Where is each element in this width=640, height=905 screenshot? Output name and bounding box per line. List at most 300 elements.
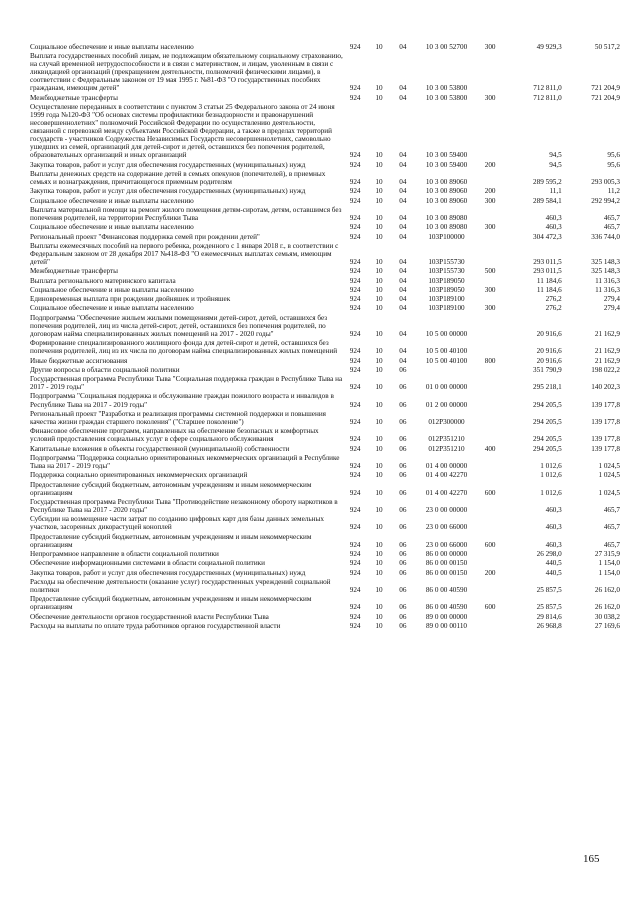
expense-type-code: 500	[484, 267, 496, 276]
section-code: 10	[375, 276, 383, 285]
subsection-code: 06	[399, 603, 407, 612]
amount-year-2: 293 005,3	[591, 178, 620, 187]
target-article-code: 10 3 00 89080	[425, 223, 468, 232]
amount-year-2: 1 024,5	[598, 488, 620, 497]
row-description: Региональный проект "Разработка и реализация программы системной поддержки и повышения качества жизни граждан старшего поколения" ("Старшее поколение")	[30, 409, 326, 426]
ministry-code: 924	[349, 232, 361, 241]
table-row	[30, 392, 620, 409]
table-row	[30, 549, 620, 558]
expense-type-code	[479, 559, 502, 568]
page-number: 165	[583, 853, 600, 865]
subsection-code: 06	[399, 559, 407, 568]
expense-type-code: 200	[484, 160, 496, 169]
ministry-code: 924	[349, 383, 361, 392]
target-article-code: 10 5 00 00000	[425, 329, 468, 338]
expense-type-code	[479, 612, 502, 621]
subsection-code: 06	[399, 435, 407, 444]
section-code: 10	[375, 329, 383, 338]
amount-year-2: 21 162,9	[594, 329, 620, 338]
amount-year-1: 49 929,3	[536, 42, 562, 51]
expense-type-code: 300	[484, 223, 496, 232]
section-code: 10	[375, 160, 383, 169]
amount-year-2: 465,7	[603, 223, 620, 232]
amount-year-2: 11 316,3	[595, 276, 620, 285]
subsection-code: 06	[399, 568, 407, 577]
subsection-code: 04	[399, 196, 407, 205]
amount-year-1: 11 184,6	[536, 276, 562, 285]
section-code: 10	[375, 417, 383, 426]
ministry-code: 924	[349, 258, 361, 266]
expense-type-code	[479, 102, 502, 160]
section-code: 10	[375, 356, 383, 365]
expense-type-code: 300	[484, 196, 496, 205]
subsection-code: 06	[399, 383, 407, 392]
amount-year-2: 139 177,8	[591, 417, 620, 426]
row-description: Формирование специализированного жилищного фонда для детей-сирот и детей, оставшихся без попечения родителей, лиц из их числа по договорам найма специализированных жилых помещений	[30, 339, 338, 356]
expense-type-code	[479, 453, 502, 470]
amount-year-2: 336 744,0	[591, 232, 620, 241]
row-description: Обеспечение информационными системами в области социальной политики	[30, 559, 266, 568]
amount-year-1: 289 584,1	[533, 196, 562, 205]
row-description: Единовременная выплата при рождении двойняшек и тройняшек	[30, 295, 231, 304]
amount-year-2: 721 204,9	[591, 84, 620, 93]
expense-type-code: 200	[484, 568, 496, 577]
ministry-code: 924	[349, 444, 361, 453]
amount-year-1: 26 968,8	[536, 621, 562, 630]
amount-year-2: 1 154,0	[598, 568, 620, 577]
target-article-code: 012P351210	[428, 444, 465, 453]
ministry-code: 924	[349, 568, 361, 577]
target-article-code: 10 3 00 59400	[425, 151, 468, 160]
amount-year-1: 294 205,5	[533, 444, 562, 453]
section-code: 10	[375, 347, 383, 356]
amount-year-2: 198 022,2	[591, 365, 620, 374]
table-row	[30, 480, 620, 497]
ministry-code: 924	[349, 603, 361, 612]
expense-type-code	[479, 295, 502, 304]
target-article-code: 01 4 00 00000	[425, 461, 468, 470]
row-description: Выплаты ежемесячных пособий на первого ребенка, рожденного с 1 января 2018 г., в соответствии с Федеральным законом от 28 декабря 2017 №418-ФЗ "О ежемесячных выплатах семьям, имеющим детей"	[30, 241, 339, 266]
expense-type-code	[479, 621, 502, 630]
ministry-code: 924	[349, 523, 361, 532]
target-article-code: 01 4 00 42270	[425, 488, 468, 497]
row-description: Подпрограмма "Социальная поддержка и обслуживание граждан пожилого возраста и инвалидов в Республике Тыва на 2017 - 2019 годы"	[30, 392, 334, 409]
table-row	[30, 187, 620, 196]
expense-type-code	[479, 276, 502, 285]
ministry-code: 924	[349, 93, 361, 102]
section-code: 10	[375, 559, 383, 568]
section-code: 10	[375, 285, 383, 294]
section-code: 10	[375, 295, 383, 304]
ministry-code: 924	[349, 471, 361, 480]
section-code: 10	[375, 461, 383, 470]
target-article-code: 01 4 00 42270	[425, 471, 468, 480]
amount-year-1: 294 205,5	[533, 435, 562, 444]
ministry-code: 924	[349, 461, 361, 470]
amount-year-1: 11 184,6	[536, 285, 562, 294]
table-row	[30, 205, 620, 222]
amount-year-1: 25 857,5	[536, 603, 562, 612]
ministry-code: 924	[349, 347, 361, 356]
ministry-code: 924	[349, 213, 361, 222]
subsection-code: 04	[399, 213, 407, 222]
target-article-code: 10 3 00 59400	[425, 160, 468, 169]
ministry-code: 924	[349, 488, 361, 497]
amount-year-1: 94,5	[549, 151, 562, 160]
section-code: 10	[375, 540, 383, 549]
section-code: 10	[375, 93, 383, 102]
ministry-code: 924	[349, 187, 361, 196]
section-code: 10	[375, 178, 383, 187]
row-description: Государственная программа Республики Тыва "Социальная поддержка граждан в Республике Тыва на 2017 - 2019 годы"	[30, 375, 343, 392]
expense-type-code: 600	[484, 540, 496, 549]
ministry-code: 924	[349, 356, 361, 365]
table-row	[30, 471, 620, 480]
table-row	[30, 51, 620, 93]
table-row	[30, 532, 620, 549]
row-description: Социальное обеспечение и иные выплаты населению	[30, 196, 194, 205]
target-article-code: 10 3 00 53800	[425, 93, 468, 102]
amount-year-1: 440,5	[545, 559, 562, 568]
ministry-code: 924	[349, 276, 361, 285]
amount-year-2: 139 177,8	[591, 444, 620, 453]
table-row	[30, 102, 620, 160]
expense-type-code	[479, 205, 502, 222]
amount-year-2: 30 038,2	[594, 612, 620, 621]
subsection-code: 06	[399, 612, 407, 621]
amount-year-2: 11,2	[607, 187, 620, 196]
row-description: Иные бюджетные ассигнования	[30, 356, 128, 365]
subsection-code: 04	[399, 347, 407, 356]
expense-type-code: 300	[484, 42, 496, 51]
amount-year-1: 1 012,6	[540, 471, 562, 480]
amount-year-1: 294 205,5	[533, 417, 562, 426]
expense-type-code	[479, 409, 502, 426]
target-article-code: 86 0 00 00000	[425, 550, 468, 559]
section-code: 10	[375, 471, 383, 480]
table-row	[30, 276, 620, 285]
expense-type-code	[479, 241, 502, 266]
ministry-code: 924	[349, 435, 361, 444]
amount-year-2: 95,6	[607, 160, 620, 169]
row-description: Субсидии на возмещение части затрат по созданию цифровых карт для базы данных земельных участков, засоренных дикорастущей коноплей	[30, 515, 324, 532]
expense-type-code: 300	[484, 304, 496, 313]
expense-type-code	[479, 375, 502, 392]
expense-type-code	[479, 471, 502, 480]
budget-table	[30, 42, 620, 631]
amount-year-1: 294 205,5	[533, 400, 562, 409]
section-code: 10	[375, 84, 383, 93]
amount-year-2: 95,6	[607, 151, 620, 160]
table-row	[30, 568, 620, 577]
section-code: 10	[375, 267, 383, 276]
table-row	[30, 497, 620, 514]
amount-year-2: 21 162,9	[594, 356, 620, 365]
section-code: 10	[375, 258, 383, 266]
amount-year-1: 25 857,5	[536, 585, 562, 594]
amount-year-1: 20 916,6	[536, 347, 562, 356]
section-code: 10	[375, 550, 383, 559]
budget-table-body	[30, 42, 620, 631]
subsection-code: 04	[399, 232, 407, 241]
target-article-code: 01 2 00 00000	[425, 400, 468, 409]
table-row	[30, 365, 620, 374]
expense-type-code	[479, 169, 502, 186]
ministry-code: 924	[349, 84, 361, 93]
section-code: 10	[375, 488, 383, 497]
amount-year-2: 139 177,8	[591, 435, 620, 444]
ministry-code: 924	[349, 417, 361, 426]
table-row	[30, 453, 620, 470]
ministry-code: 924	[349, 559, 361, 568]
expense-type-code: 600	[484, 488, 496, 497]
amount-year-2: 139 177,8	[591, 400, 620, 409]
ministry-code: 924	[349, 42, 361, 51]
expense-type-code: 600	[484, 603, 496, 612]
ministry-code: 924	[349, 223, 361, 232]
section-code: 10	[375, 365, 383, 374]
amount-year-1: 20 916,6	[536, 356, 562, 365]
amount-year-1: 1 012,6	[540, 488, 562, 497]
subsection-code: 04	[399, 187, 407, 196]
row-description: Социальное обеспечение и иные выплаты населению	[30, 42, 194, 51]
amount-year-1: 26 298,0	[536, 550, 562, 559]
amount-year-1: 20 916,6	[536, 329, 562, 338]
table-row	[30, 595, 620, 612]
row-description: Социальное обеспечение и иные выплаты населению	[30, 304, 194, 313]
amount-year-2: 465,7	[603, 213, 620, 222]
target-article-code: 103P189050	[428, 285, 465, 294]
amount-year-1: 304 472,3	[533, 232, 562, 241]
amount-year-2: 27 315,9	[594, 550, 620, 559]
row-description: Другие вопросы в области социальной политики	[30, 365, 180, 374]
amount-year-2: 325 148,3	[591, 258, 620, 266]
table-row	[30, 160, 620, 169]
subsection-code: 04	[399, 285, 407, 294]
subsection-code: 04	[399, 223, 407, 232]
amount-year-2: 292 994,2	[591, 196, 620, 205]
row-description: Выплаты денежных средств на содержание детей в семьях опекунов (попечителей), в приемных семьях и вознаграждения, причитающегося приемным родителям	[30, 169, 326, 187]
table-row	[30, 232, 620, 241]
ministry-code: 924	[349, 585, 361, 594]
amount-year-1: 460,3	[545, 223, 562, 232]
amount-year-1: 94,5	[549, 160, 562, 169]
expense-type-code	[479, 549, 502, 558]
subsection-code: 04	[399, 160, 407, 169]
amount-year-1: 289 595,2	[533, 178, 562, 187]
amount-year-1: 29 814,6	[536, 612, 562, 621]
table-row	[30, 241, 620, 266]
expense-type-code	[479, 232, 502, 241]
amount-year-1: 293 011,5	[533, 258, 562, 266]
table-row	[30, 621, 620, 630]
subsection-code: 04	[399, 356, 407, 365]
subsection-code: 06	[399, 471, 407, 480]
subsection-code: 04	[399, 267, 407, 276]
subsection-code: 04	[399, 276, 407, 285]
target-article-code	[414, 365, 478, 374]
target-article-code: 103P189100	[428, 295, 465, 304]
amount-year-1: 1 012,6	[540, 461, 562, 470]
section-code: 10	[375, 151, 383, 160]
section-code: 10	[375, 523, 383, 532]
expense-type-code	[479, 339, 502, 356]
target-article-code: 103P100000	[428, 232, 465, 241]
row-description: Государственная программа Республики Тыва "Противодействие незаконному обороту наркотиков в Республике Тыва на 2017 - 2020 годы"	[30, 497, 338, 514]
row-description: Предоставление субсидий бюджетным, автономным учреждениям и иным некоммерческим организациям	[30, 595, 312, 612]
row-description: Социальное обеспечение и иные выплаты населению	[30, 285, 194, 294]
row-description: Расходы на выплаты по оплате труда работников органов государственной власти	[30, 621, 281, 630]
section-code: 10	[375, 603, 383, 612]
row-description: Закупка товаров, работ и услуг для обеспечения государственных (муниципальных) нужд	[30, 187, 306, 196]
table-row	[30, 409, 620, 426]
target-article-code: 10 3 00 52700	[425, 42, 468, 51]
target-article-code: 103P189100	[428, 304, 465, 313]
row-description: Капитальные вложения в объекты государственной (муниципальной) собственности	[30, 444, 290, 453]
ministry-code: 924	[349, 621, 361, 630]
table-row	[30, 427, 620, 444]
target-article-code: 86 0 00 40590	[425, 603, 468, 612]
row-description: Финансовое обеспечение программ, направленных на обеспечение безопасных и комфортных условий предоставления социальных услуг в сфере социального обслуживания	[30, 427, 319, 444]
amount-year-1: 295 218,1	[533, 383, 562, 392]
amount-year-2: 50 517,2	[594, 42, 620, 51]
amount-year-1: 712 811,0	[533, 84, 562, 93]
amount-year-2: 1 024,5	[598, 471, 620, 480]
section-code: 10	[375, 435, 383, 444]
table-row	[30, 196, 620, 205]
target-article-code: 012P351210	[428, 435, 465, 444]
ministry-code: 924	[349, 196, 361, 205]
amount-year-2: 26 162,0	[594, 585, 620, 594]
amount-year-2: 11 316,3	[595, 285, 620, 294]
target-article-code: 103P155730	[428, 267, 465, 276]
ministry-code: 924	[349, 267, 361, 276]
section-code: 10	[375, 568, 383, 577]
target-article-code: 012P300000	[428, 417, 465, 426]
subsection-code: 06	[399, 365, 407, 374]
section-code: 10	[375, 621, 383, 630]
ministry-code: 924	[349, 329, 361, 338]
subsection-code: 04	[399, 42, 407, 51]
row-description: Выплата регионального материнского капитала	[30, 276, 176, 285]
amount-year-1: 460,3	[545, 540, 562, 549]
expense-type-code: 300	[484, 285, 496, 294]
ministry-code: 924	[349, 612, 361, 621]
section-code: 10	[375, 187, 383, 196]
subsection-code: 06	[399, 621, 407, 630]
row-description: Межбюджетные трансферты	[30, 267, 118, 276]
section-code: 10	[375, 585, 383, 594]
target-article-code: 10 5 00 40100	[425, 347, 468, 356]
amount-year-2: 140 202,3	[591, 383, 620, 392]
row-description: Поддержка социально ориентированных некоммерческих организаций	[30, 471, 248, 480]
expense-type-code	[479, 365, 502, 374]
expense-type-code	[479, 577, 502, 594]
amount-year-2: 279,4	[603, 304, 620, 313]
target-article-code: 103P155730	[428, 258, 465, 266]
row-description: Расходы на обеспечение деятельности (оказание услуг) государственных учреждений социальной политики	[30, 577, 331, 594]
subsection-code: 06	[399, 400, 407, 409]
row-description: Подпрограмма "Поддержка социально ориентированных некоммерческих организаций в Республике Тыва на 2017 - 2019 годы"	[30, 453, 340, 470]
table-row	[30, 169, 620, 186]
subsection-code: 06	[399, 506, 407, 514]
target-article-code: 10 5 00 40100	[425, 356, 468, 365]
amount-year-2: 21 162,9	[594, 347, 620, 356]
amount-year-1: 11,1	[549, 187, 562, 196]
row-description: Региональный проект "Финансовая поддержка семей при рождении детей"	[30, 232, 260, 241]
amount-year-1: 293 011,5	[533, 267, 562, 276]
table-row	[30, 375, 620, 392]
table-row	[30, 577, 620, 594]
row-description: Предоставление субсидий бюджетным, автономным учреждениям и иным некоммерческим организациям	[30, 532, 312, 549]
expense-type-code: 400	[484, 444, 496, 453]
target-article-code: 103P189050	[428, 276, 465, 285]
subsection-code: 06	[399, 550, 407, 559]
section-code: 10	[375, 304, 383, 313]
expense-type-code	[479, 515, 502, 532]
expense-type-code: 800	[484, 356, 496, 365]
subsection-code: 06	[399, 417, 407, 426]
table-row	[30, 444, 620, 453]
table-row	[30, 285, 620, 294]
ministry-code: 924	[349, 540, 361, 549]
table-row	[30, 223, 620, 232]
section-code: 10	[375, 612, 383, 621]
amount-year-1: 276,2	[545, 304, 562, 313]
row-description: Непрограммное направление в области социальной политики	[30, 550, 219, 559]
amount-year-2: 26 162,0	[594, 603, 620, 612]
row-description: Предоставление субсидий бюджетным, автономным учреждениям и иным некоммерческим организациям	[30, 480, 312, 497]
ministry-code: 924	[349, 550, 361, 559]
ministry-code: 924	[349, 151, 361, 160]
target-article-code: 10 3 00 53800	[425, 84, 468, 93]
ministry-code: 924	[349, 178, 361, 187]
expense-type-code	[479, 313, 502, 338]
section-code: 10	[375, 223, 383, 232]
amount-year-1: 460,3	[545, 523, 562, 532]
target-article-code: 10 3 00 89060	[425, 178, 468, 187]
subsection-code: 04	[399, 84, 407, 93]
row-description: Обеспечение деятельности органов государственной власти Республики Тыва	[30, 612, 269, 621]
amount-year-1: 351 790,9	[533, 365, 562, 374]
section-code: 10	[375, 400, 383, 409]
target-article-code: 10 3 00 89060	[425, 196, 468, 205]
table-row	[30, 356, 620, 365]
table-row	[30, 339, 620, 356]
section-code: 10	[375, 196, 383, 205]
section-code: 10	[375, 42, 383, 51]
target-article-code: 10 3 00 89080	[425, 213, 468, 222]
amount-year-2: 279,4	[603, 295, 620, 304]
target-article-code: 23 0 00 00000	[425, 506, 468, 514]
expense-type-code: 200	[484, 187, 496, 196]
amount-year-2: 465,7	[603, 506, 620, 514]
subsection-code: 04	[399, 258, 407, 266]
expense-type-code: 300	[484, 93, 496, 102]
amount-year-1: 712 811,0	[533, 93, 562, 102]
ministry-code: 924	[349, 285, 361, 294]
ministry-code: 924	[349, 400, 361, 409]
subsection-code: 06	[399, 585, 407, 594]
row-description: Закупка товаров, работ и услуг для обеспечения государственных (муниципальных) нужд	[30, 160, 306, 169]
section-code: 10	[375, 383, 383, 392]
amount-year-2: 721 204,9	[591, 93, 620, 102]
subsection-code: 06	[399, 444, 407, 453]
amount-year-2: 465,7	[603, 540, 620, 549]
target-article-code: 01 0 00 00000	[425, 383, 468, 392]
subsection-code: 06	[399, 461, 407, 470]
section-code: 10	[375, 506, 383, 514]
